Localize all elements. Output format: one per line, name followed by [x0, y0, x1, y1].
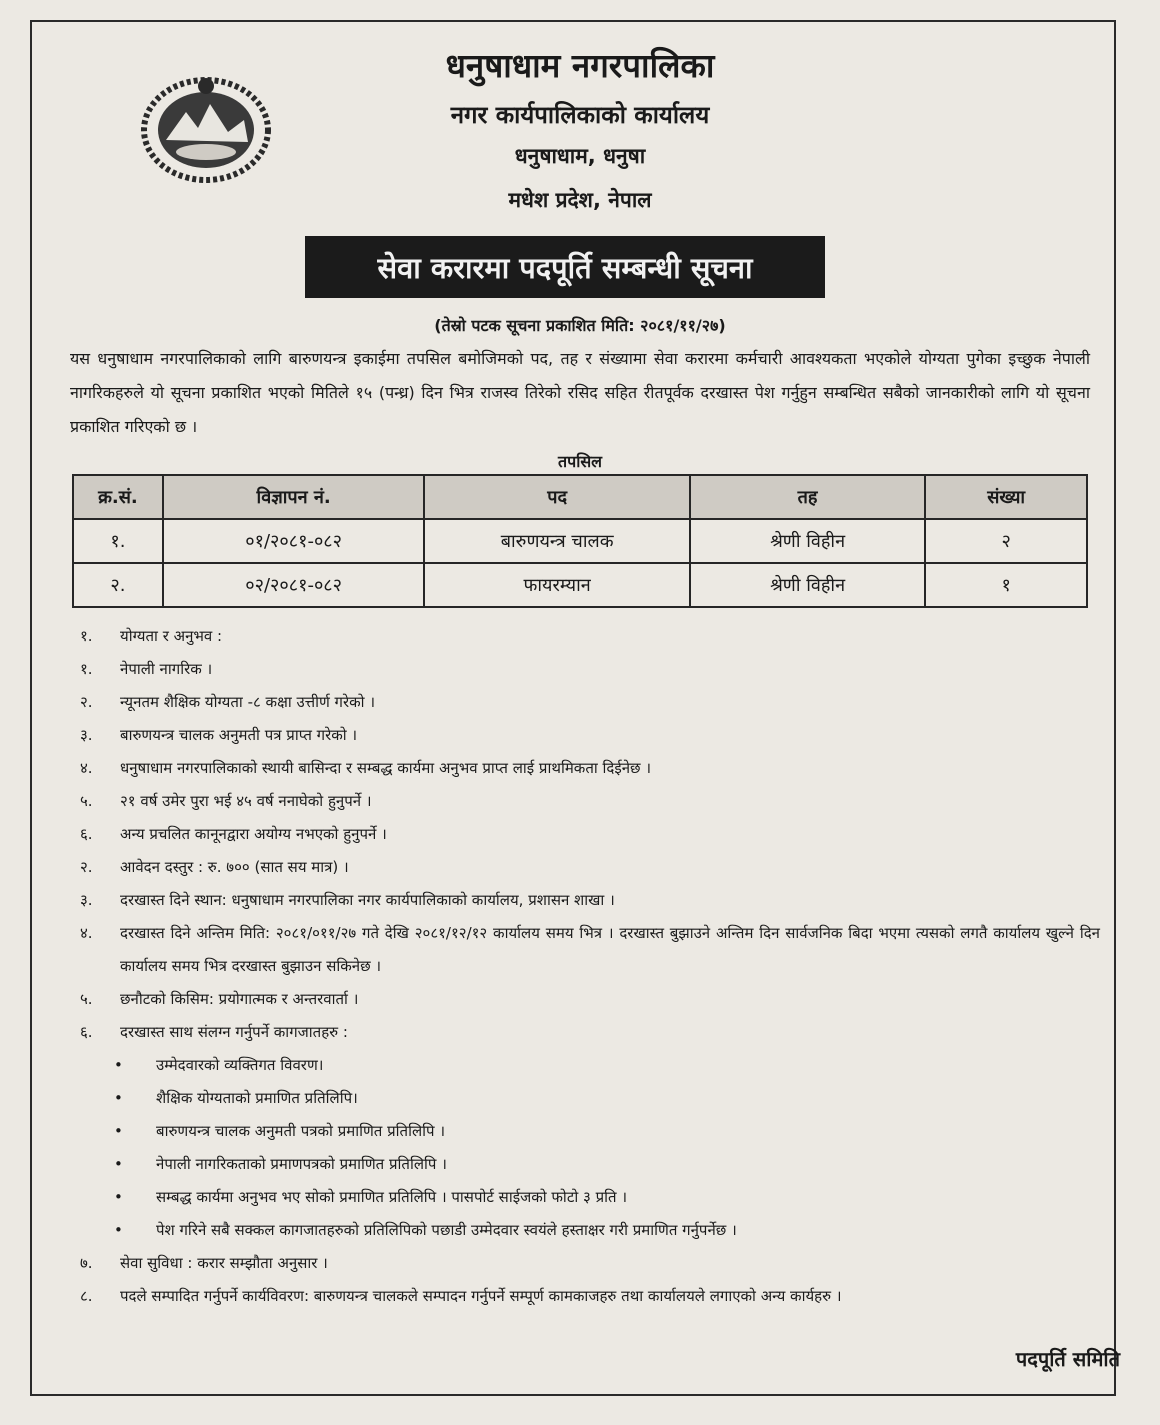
table-cell: श्रेणी विहीन	[690, 519, 925, 563]
item-number: ६.	[80, 825, 93, 843]
item-text: सेवा सुविधा : करार सम्झौता अनुसार ।	[120, 1254, 328, 1272]
document-item	[80, 1181, 1110, 1214]
item-number: ५.	[80, 792, 93, 810]
list-item	[80, 719, 1110, 752]
item-number: १.	[80, 627, 93, 645]
item-text: २१ वर्ष उमेर पुरा भई ४५ वर्ष ननाघेको हुनुपर्ने ।	[120, 792, 372, 810]
item-number: ३.	[80, 726, 93, 744]
item-text: योग्यता र अनुभव :	[120, 627, 223, 645]
item-text: नेपाली नागरिक ।	[120, 660, 213, 678]
item-text: धनुषाधाम नगरपालिकाको स्थायी बासिन्दा र सम्बद्ध कार्यमा अनुभव प्राप्त लाई प्राथमिकता दिईनेछ ।	[120, 759, 652, 777]
list-item	[80, 818, 1110, 851]
table-header-row	[73, 475, 1087, 519]
item-number: ५.	[80, 990, 93, 1008]
table-header-cell: तह	[690, 475, 925, 519]
item-number: ६.	[80, 1023, 93, 1041]
bullet-icon: •	[114, 1056, 123, 1074]
document-item	[80, 1148, 1110, 1181]
table-header-cell: विज्ञापन नं.	[163, 475, 425, 519]
table-header-cell: क्र.सं.	[73, 475, 163, 519]
item-text: बारुणयन्त्र चालक अनुमती पत्र प्राप्त गरेको ।	[120, 726, 358, 744]
nepal-emblem-icon	[136, 70, 276, 185]
item-text: पेश गरिने सबै सक्कल कागजातहरुको प्रतिलिपिको पछाडी उम्मेदवार स्वयंले हस्ताक्षर गरी प्रमाणित गर्नुपर्नेछ ।	[156, 1221, 737, 1239]
vacancy-table	[72, 474, 1088, 608]
schedule-label: तपसिल	[557, 452, 603, 471]
signature-committee: पदपूर्ति समिति	[1015, 1347, 1120, 1371]
item-number: ३.	[80, 891, 93, 909]
item-text: दरखास्त साथ संलग्न गर्नुपर्ने कागजातहरु :	[120, 1023, 348, 1041]
item-text: दरखास्त दिने स्थान: धनुषाधाम नगरपालिका नगर कार्यपालिकाको कार्यालय, प्रशासन शाखा ।	[120, 891, 615, 909]
item-text: पदले सम्पादित गर्नुपर्ने कार्यविवरण: बारुणयन्त्र चालकले सम्पादन गर्नुपर्ने सम्पूर्ण कामकाजहरु तथा कार्यालयले लगाएको अन्य कार्यहरु ।	[120, 1287, 842, 1305]
bullet-icon: •	[114, 1188, 123, 1206]
org-name: धनुषाधाम नगरपालिका	[445, 46, 715, 85]
document-item	[80, 1115, 1110, 1148]
table-row	[73, 519, 1087, 563]
item-number: ४.	[80, 924, 93, 942]
table-cell: फायरम्यान	[424, 563, 689, 607]
list-item	[80, 1280, 1110, 1313]
item-number: ८.	[80, 1287, 93, 1305]
table-row	[73, 563, 1087, 607]
office-address: धनुषाधाम, धनुषा	[514, 144, 646, 168]
item-number: २.	[80, 693, 93, 711]
list-item	[80, 1247, 1110, 1280]
document-item	[80, 1082, 1110, 1115]
list-item	[80, 884, 1110, 917]
item-text: दरखास्त दिने अन्तिम मिति: २०८१/०११/२७ गते देखि २०८१/१२/१२ कार्यालय समय भित्र । दरखास्त बुझाउने अन्तिम दिन सार्वजनिक बिदा भएमा त्यसको लगतै कार्यालय खुल्ने दिन कार्यालय समय भित्र दरखास्त बुझाउन सकिनेछ ।	[120, 924, 1100, 975]
notice-title: सेवा करारमा पदपूर्ति सम्बन्धी सूचना	[305, 236, 825, 298]
table-cell: १.	[73, 519, 163, 563]
publish-date: (तेस्रो पटक सूचना प्रकाशित मिति: २०८१/११/२७)	[434, 316, 726, 335]
list-item	[80, 917, 1110, 983]
bullet-icon: •	[114, 1089, 123, 1107]
item-number: ७.	[80, 1254, 93, 1272]
list-item	[80, 620, 1110, 653]
office-name: नगर कार्यपालिकाको कार्यालय	[450, 101, 710, 129]
item-text: आवेदन दस्तुर : रु. ७०० (सात सय मात्र) ।	[120, 858, 349, 876]
requirements-list	[80, 620, 1110, 1313]
table-cell: २.	[73, 563, 163, 607]
bullet-icon: •	[114, 1221, 123, 1239]
intro-paragraph: यस धनुषाधाम नगरपालिकाको लागि बारुणयन्त्र इकाईमा तपसिल बमोजिमको पद, तह र संख्यामा सेवा करारमा कर्मचारी आवश्यकता भएकोले योग्यता पुगेका इच्छुक नेपाली नागरिकहरुले यो सूचना प्रकाशित भएको मितिले १५ (पन्ध्र) दिन भित्र राजस्व तिरेको रसिद सहित रीतपूर्वक दरखास्त पेश गर्नुहुन सम्बन्धित सबैको जानकारीको लागि यो सूचना प्रकाशित गरिएको छ ।	[70, 349, 1090, 436]
item-text: सम्बद्ध कार्यमा अनुभव भए सोको प्रमाणित प्रतिलिपि । पासपोर्ट साईजको फोटो ३ प्रति ।	[156, 1188, 628, 1206]
table-cell: बारुणयन्त्र चालक	[424, 519, 689, 563]
list-item	[80, 1016, 1110, 1049]
bullet-icon: •	[114, 1122, 123, 1140]
list-item	[80, 983, 1110, 1016]
list-item	[80, 851, 1110, 884]
table-header-cell: संख्या	[925, 475, 1087, 519]
table-cell: १	[925, 563, 1087, 607]
table-cell: ०१/२०८१-०८२	[163, 519, 425, 563]
table-header-cell: पद	[424, 475, 689, 519]
table-cell: २	[925, 519, 1087, 563]
item-text: न्यूनतम शैक्षिक योग्यता -८ कक्षा उत्तीर्ण गरेको ।	[120, 693, 376, 711]
item-text: अन्य प्रचलित कानूनद्वारा अयोग्य नभएको हुनुपर्ने ।	[120, 825, 387, 843]
item-text: नेपाली नागरिकताको प्रमाणपत्रको प्रमाणित प्रतिलिपि ।	[156, 1155, 447, 1173]
document-item	[80, 1214, 1110, 1247]
item-number: २.	[80, 858, 93, 876]
document-item	[80, 1049, 1110, 1082]
list-item	[80, 752, 1110, 785]
list-item	[80, 686, 1110, 719]
table-cell: ०२/२०८१-०८२	[163, 563, 425, 607]
item-text: छनौटको किसिम: प्रयोगात्मक र अन्तरवार्ता ।	[120, 990, 359, 1008]
table-cell: श्रेणी विहीन	[690, 563, 925, 607]
province-country: मधेश प्रदेश, नेपाल	[508, 188, 652, 212]
list-item	[80, 653, 1110, 686]
item-text: उम्मेदवारको व्यक्तिगत विवरण।	[156, 1056, 324, 1074]
item-text: शैक्षिक योग्यताको प्रमाणित प्रतिलिपि।	[156, 1089, 358, 1107]
item-text: बारुणयन्त्र चालक अनुमती पत्रको प्रमाणित प्रतिलिपि ।	[156, 1122, 446, 1140]
list-item	[80, 785, 1110, 818]
bullet-icon: •	[114, 1155, 123, 1173]
item-number: १.	[80, 660, 93, 678]
item-number: ४.	[80, 759, 93, 777]
